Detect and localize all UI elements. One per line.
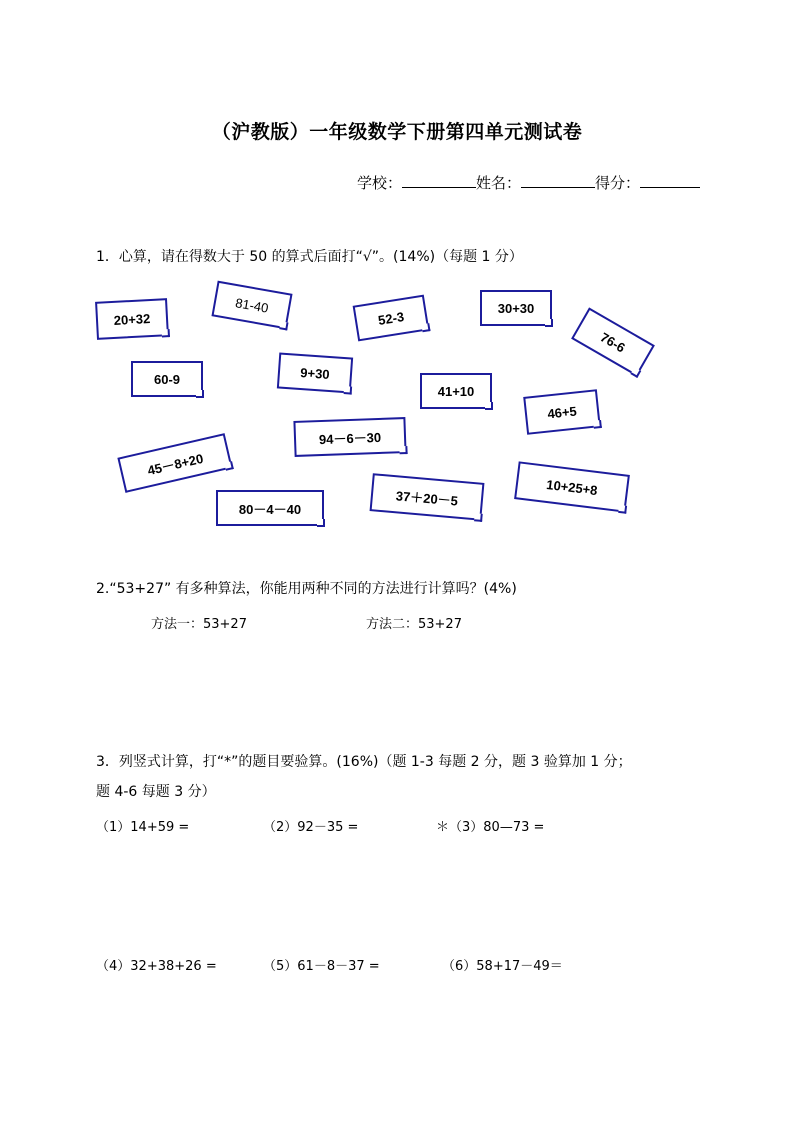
school-label: 学校： [356, 174, 402, 192]
method-1: 方法一：53+27 [151, 617, 247, 632]
card-41-10[interactable]: 41+10 [420, 373, 492, 409]
name-blank[interactable] [521, 173, 595, 188]
card-60-9[interactable]: 60-9 [131, 361, 203, 397]
problem-6: （6）58+17－49＝ [442, 959, 563, 974]
question-3-line-2: 题 4-6 每题 3 分） [96, 784, 216, 800]
score-label: 得分： [594, 174, 640, 192]
problem-1: （1）14+59 = [96, 820, 190, 835]
question-1: 1．心算，请在得数大于 50 的算式后面打“√”。(14%)（每题 1 分） [96, 249, 523, 265]
student-info [357, 172, 700, 193]
score-blank[interactable] [640, 173, 700, 188]
card-37-20-5[interactable]: 37＋20－5 [370, 473, 485, 521]
card-94-6-30[interactable]: 94－6－30 [293, 417, 406, 457]
card-81-40[interactable]: 81-40 [211, 281, 292, 330]
method-2: 方法二：53+27 [366, 617, 462, 632]
problem-2: （2）92－35 = [263, 820, 359, 835]
problem-5: （5）61－8－37 = [263, 959, 380, 974]
card-45-8-20[interactable]: 45－8+20 [117, 433, 232, 493]
card-9-30[interactable]: 9+30 [277, 352, 353, 393]
card-76-6[interactable]: 76-6 [571, 307, 655, 376]
card-80-4-40[interactable]: 80－4－40 [216, 490, 324, 526]
problem-4: （4）32+38+26 = [96, 959, 217, 974]
problem-3: ＊（3）80—73 = [436, 820, 545, 835]
page-title: （沪教版）一年级数学下册第四单元测试卷 [211, 121, 583, 143]
question-2: 2.“53+27” 有多种算法，你能用两种不同的方法进行计算吗？(4%) [96, 581, 517, 597]
school-blank[interactable] [402, 173, 476, 188]
card-30-30[interactable]: 30+30 [480, 290, 552, 326]
card-46-5[interactable]: 46+5 [523, 389, 601, 435]
name-label: 姓名： [475, 174, 521, 192]
card-10-25-8[interactable]: 10+25+8 [514, 461, 630, 512]
card-20-32[interactable]: 20+32 [95, 298, 169, 340]
question-3-line-1: 3．列竖式计算，打“*”的题目要验算。(16%)（题 1-3 每题 2 分，题 3 验算加 1 分； [96, 754, 632, 770]
card-52-3[interactable]: 52-3 [353, 295, 430, 342]
